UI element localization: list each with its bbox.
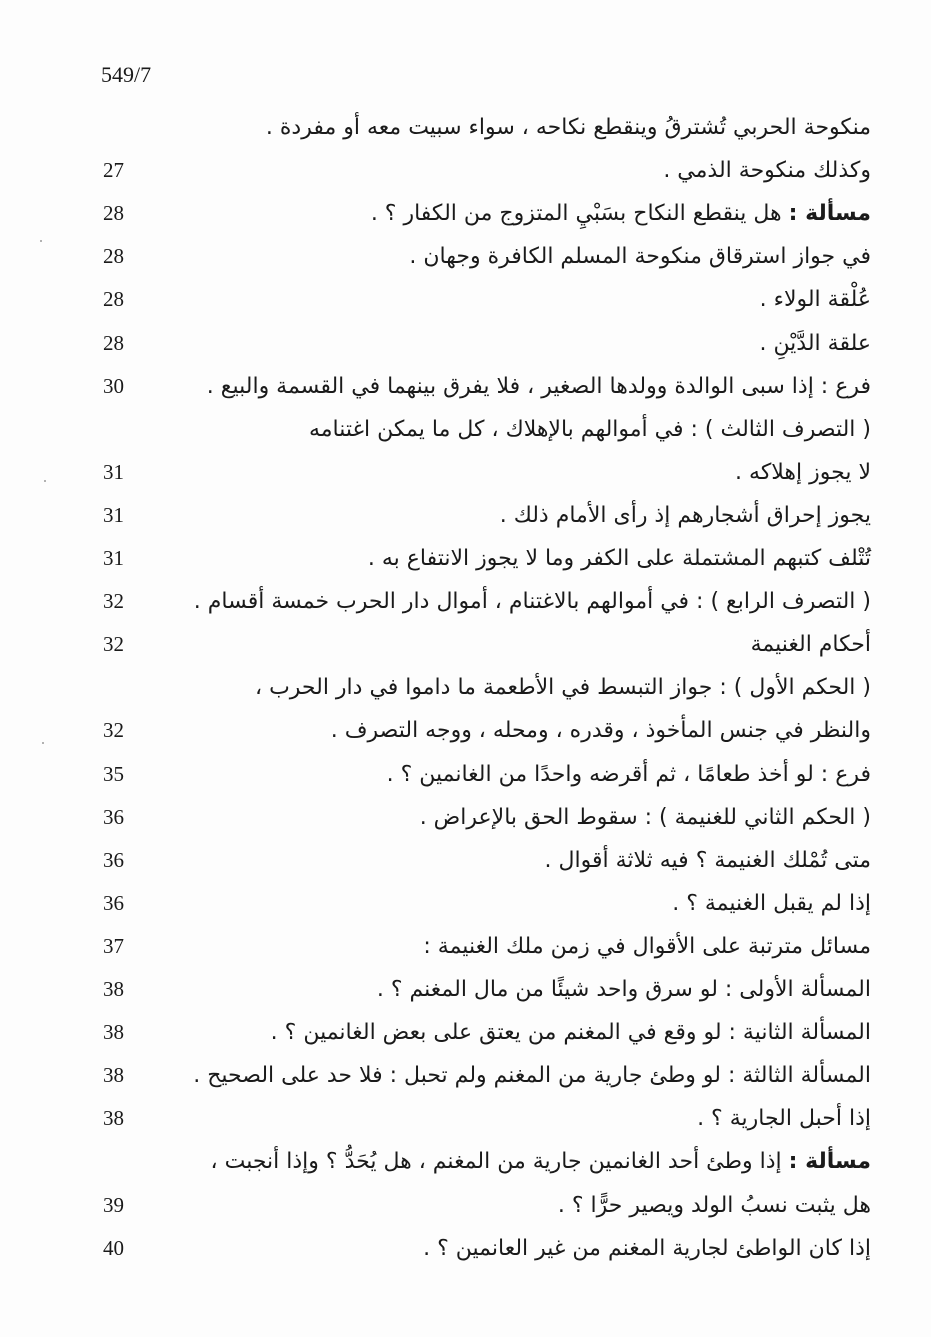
toc-entry-text: إذا أحبل الجارية ؟ . bbox=[697, 1106, 871, 1132]
toc-entry-text-line bbox=[171, 235, 871, 278]
toc-entry-page: 27 bbox=[103, 158, 124, 183]
toc-entry-text: المسألة الثالثة : لو وطئ جارية من المغنم ولم تحبل : فلا حد على الصحيح . bbox=[193, 1063, 871, 1089]
toc-entry-page: 37 bbox=[103, 933, 124, 958]
toc-entry-text: المسألة الثانية : لو وقع في المغنم من يعتق على بعض الغانمين ؟ . bbox=[270, 1020, 871, 1046]
toc-entry bbox=[0, 1097, 931, 1140]
toc-entry bbox=[0, 192, 931, 235]
toc-entry-text-line bbox=[171, 796, 871, 839]
toc-entry-text: فرع : إذا سبى الوالدة وولدها الصغير ، فلا يفرق بينهما في القسمة والبيع . bbox=[206, 373, 871, 399]
toc-entry-page: 32 bbox=[103, 718, 124, 743]
toc-entry-page: 38 bbox=[103, 1106, 124, 1131]
toc-entry-text-line bbox=[171, 192, 871, 235]
toc-entry-page: 35 bbox=[103, 761, 124, 786]
toc-entry bbox=[0, 882, 931, 925]
toc-entry-page: 32 bbox=[103, 589, 124, 614]
toc-entry-page: 30 bbox=[103, 373, 124, 398]
toc-entry-text-line bbox=[171, 322, 871, 365]
scan-speck bbox=[44, 480, 46, 482]
toc-entry-text-line bbox=[171, 1140, 871, 1183]
toc-entry-text: في جواز استرقاق منكوحة المسلم الكافرة وجهان . bbox=[409, 244, 871, 270]
toc-entry-text-line bbox=[171, 537, 871, 580]
toc-entry-text: إذا وطئ أحد الغانمين جارية من المغنم ، هل يُحَدُّ ؟ وإذا أنجبت ، bbox=[210, 1149, 782, 1175]
toc-entry bbox=[0, 1184, 931, 1227]
toc-entry-text-line bbox=[171, 278, 871, 321]
toc-entry-page: 36 bbox=[103, 890, 124, 915]
toc-entry-text-line bbox=[171, 580, 871, 623]
toc-entry-text: تُتْلف كتبهم المشتملة على الكفر وما لا يجوز الانتفاع به . bbox=[367, 546, 871, 571]
toc-entry-text: متى تُمْلك الغنيمة ؟ فيه ثلاثة أقوال . bbox=[544, 847, 871, 873]
toc-entry bbox=[0, 322, 931, 365]
toc-entry-lead: مسألة : bbox=[788, 1149, 871, 1175]
toc-entry-text: لا يجوز إهلاكه . bbox=[735, 459, 871, 485]
toc-entry-text: إذا لم يقبل الغنيمة ؟ . bbox=[672, 890, 871, 916]
toc-entry-text-line bbox=[171, 1184, 871, 1227]
toc-entry bbox=[0, 709, 931, 752]
scan-speck bbox=[40, 240, 42, 242]
toc-entry-page: 28 bbox=[103, 201, 124, 226]
toc-entry-text-line bbox=[171, 839, 871, 882]
toc-entry-page: 28 bbox=[103, 287, 124, 312]
toc-entry bbox=[0, 796, 931, 839]
toc-entry-text: يجوز إحراق أشجارهم إذ رأى الأمام ذلك . bbox=[499, 502, 871, 528]
toc-entry-page: 40 bbox=[103, 1235, 124, 1260]
toc-entry-text-line bbox=[171, 1227, 871, 1270]
toc-entry bbox=[0, 1054, 931, 1097]
toc-entry-page: 36 bbox=[103, 847, 124, 872]
toc-entry-text: ( التصرف الثالث ) : في أموالهم بالإهلاك ، كل ما يمكن اغتنامه bbox=[308, 416, 871, 442]
toc-entry-page: 31 bbox=[103, 502, 124, 527]
toc-entry-text: مسائل مترتبة على الأقوال في زمن ملك الغنيمة : bbox=[423, 933, 871, 959]
scan-speck bbox=[42, 742, 44, 744]
toc-entry-text-line bbox=[171, 1097, 871, 1140]
toc-entry bbox=[0, 149, 931, 192]
toc-entry-text-line bbox=[171, 149, 871, 192]
toc-entry-text: والنظر في جنس المأخوذ ، وقدره ، ومحله ، ووجه التصرف . bbox=[330, 718, 871, 744]
toc-entry-text: هل يثبت نسبُ الولد ويصير حرًّا ؟ . bbox=[557, 1192, 871, 1218]
toc-entry-text-line bbox=[171, 408, 871, 451]
toc-entry bbox=[0, 408, 931, 451]
toc-entry bbox=[0, 235, 931, 278]
toc-entry-text: المسألة الأولى : لو سرق واحد شيئًا من مال المغنم ؟ . bbox=[376, 977, 871, 1002]
toc-entry-page: 32 bbox=[103, 632, 124, 657]
toc-entry-text: وكذلك منكوحة الذمي . bbox=[663, 158, 871, 184]
toc-entry-text: فرع : لو أخذ طعامًا ، ثم أقرضه واحدًا من الغانمين ؟ . bbox=[386, 761, 871, 787]
toc-entry-text-line bbox=[171, 494, 871, 537]
toc-entry-text-line bbox=[171, 753, 871, 796]
toc-entry-text: أحكام الغنيمة bbox=[750, 632, 871, 658]
toc-entry-text: عُلْقة الولاء . bbox=[759, 287, 871, 313]
toc-entry-page: 39 bbox=[103, 1192, 124, 1217]
toc-entry-text-line bbox=[171, 1011, 871, 1054]
toc-entry-text-line bbox=[171, 451, 871, 494]
toc-entry-page: 38 bbox=[103, 1020, 124, 1045]
toc-entry bbox=[0, 968, 931, 1011]
toc-entry bbox=[0, 106, 931, 149]
toc-entry-page: 31 bbox=[103, 546, 124, 570]
toc-entry-text: هل ينقطع النكاح بسَبْيِ المتزوج من الكفار ؟ . bbox=[370, 201, 782, 227]
toc-entry-text-line bbox=[171, 666, 871, 709]
toc-entry bbox=[0, 839, 931, 882]
toc-entry bbox=[0, 278, 931, 321]
toc-entry bbox=[0, 365, 931, 408]
toc-entry-text-line bbox=[171, 968, 871, 1011]
toc-entry-text-line bbox=[171, 882, 871, 925]
toc-entry-page: 38 bbox=[103, 1063, 124, 1088]
toc-entry bbox=[0, 753, 931, 796]
toc-entry-text: إذا كان الواطئ لجارية المغنم من غير العانمين ؟ . bbox=[423, 1235, 871, 1261]
toc-entry bbox=[0, 451, 931, 494]
toc-entry bbox=[0, 623, 931, 666]
toc-entry-page: 28 bbox=[103, 244, 124, 269]
toc-entry bbox=[0, 666, 931, 709]
toc-entry-text: منكوحة الحربي تُشترقُ وينقطع نكاحه ، سواء سبيت معه أو مفردة . bbox=[265, 115, 871, 140]
toc-entry-lead: مسألة : bbox=[788, 201, 871, 227]
toc-entry-page: 28 bbox=[103, 330, 124, 355]
toc-entry bbox=[0, 537, 931, 580]
toc-entry-text-line bbox=[171, 365, 871, 408]
toc-entry-text: علقة الدَّيْنِ . bbox=[759, 330, 871, 356]
toc-entry-page: 38 bbox=[103, 977, 124, 1001]
toc-entry bbox=[0, 1227, 931, 1270]
toc-entry-text-line bbox=[171, 106, 871, 149]
toc-entry-page: 31 bbox=[103, 459, 124, 484]
toc-entry-text-line bbox=[171, 925, 871, 968]
toc-entry bbox=[0, 925, 931, 968]
page-reference: 549/7 bbox=[101, 62, 152, 87]
toc-entry-text: ( التصرف الرابع ) : في أموالهم بالاغتنام ، أموال دار الحرب خمسة أقسام . bbox=[193, 589, 871, 615]
toc-entry-text-line bbox=[171, 1054, 871, 1097]
toc-entry bbox=[0, 494, 931, 537]
toc-entry-text-line bbox=[171, 623, 871, 666]
toc-entry-text: ( الحكم الثاني للغنيمة ) : سقوط الحق بالإعراض . bbox=[419, 804, 871, 830]
toc-entry-text-line bbox=[171, 709, 871, 752]
toc-entry bbox=[0, 580, 931, 623]
toc-entry-text: ( الحكم الأول ) : جواز التبسط في الأطعمة ما داموا في دار الحرب ، bbox=[254, 675, 871, 701]
toc-entry bbox=[0, 1011, 931, 1054]
toc-entry-page: 36 bbox=[103, 804, 124, 829]
toc-entry bbox=[0, 1140, 931, 1183]
